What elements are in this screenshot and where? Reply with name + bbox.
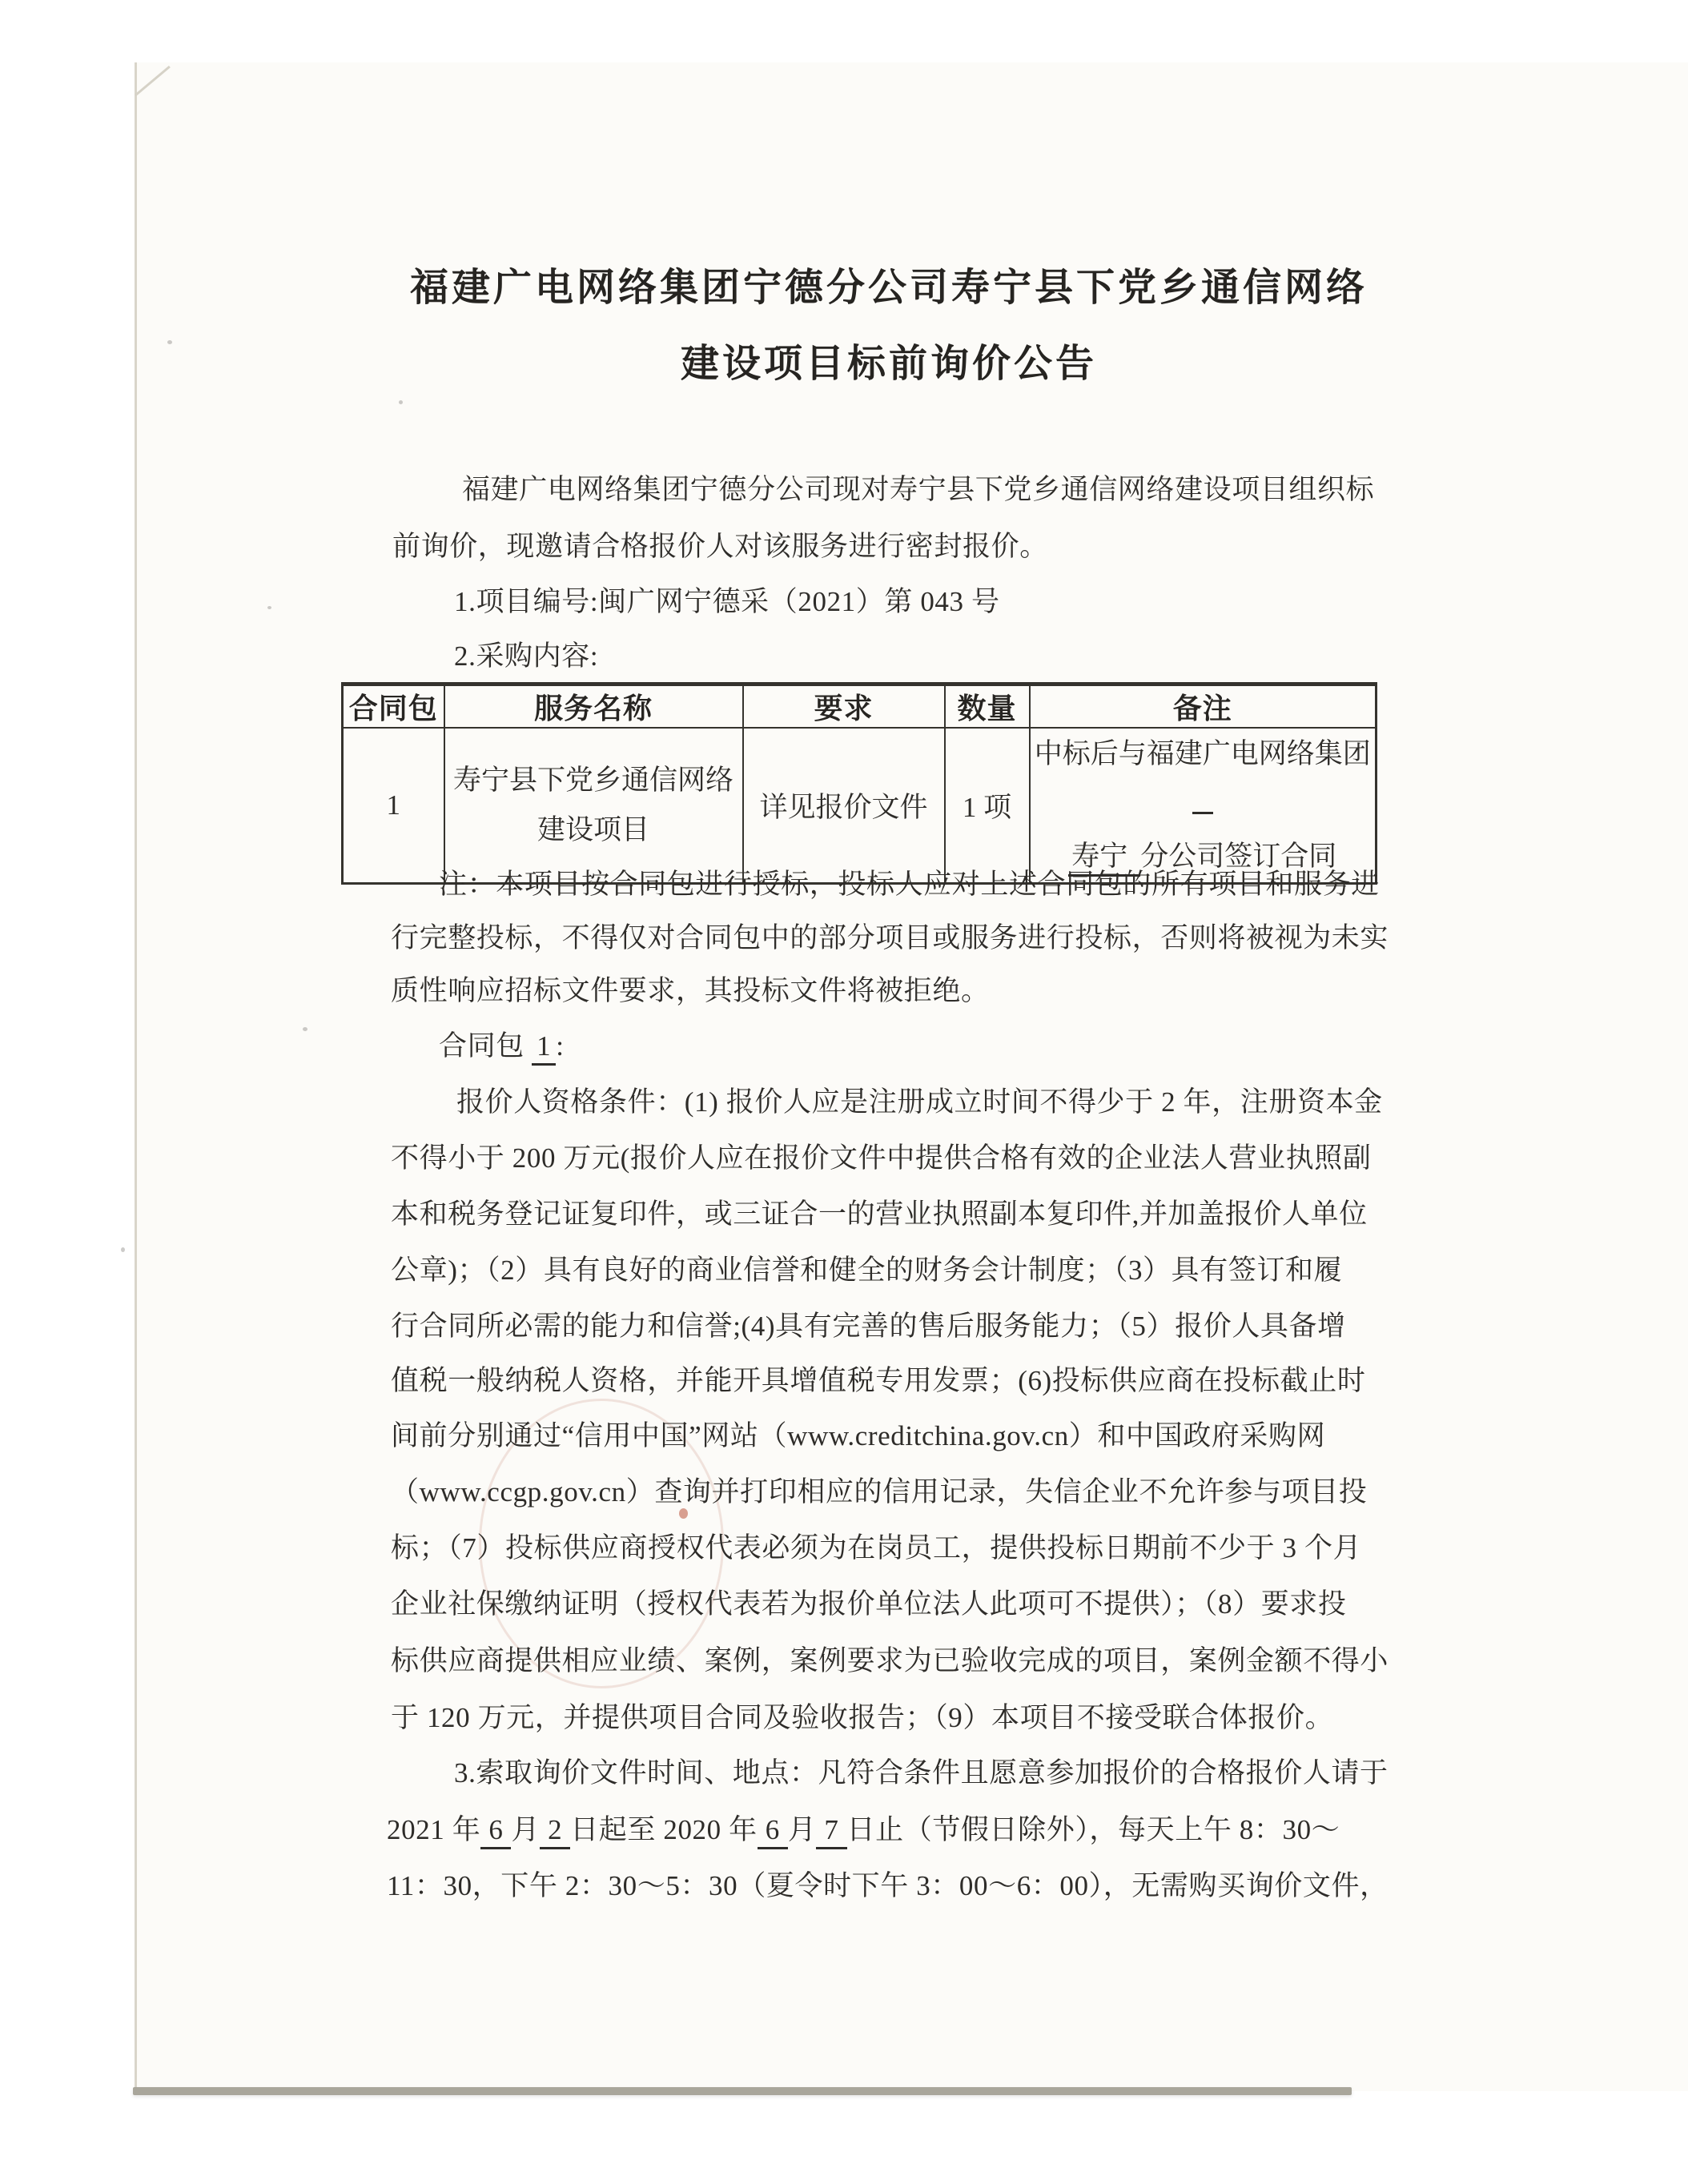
dates-filled-day: 2: [540, 1814, 570, 1849]
package-heading-label: 合同包: [439, 1030, 533, 1062]
package-heading: [439, 1026, 565, 1066]
cell-remark: [1030, 728, 1377, 884]
dates-text: 日起至 2020 年: [570, 1814, 758, 1845]
col-header-remark: 备注: [1030, 685, 1377, 729]
cell-package-no: 1: [343, 728, 444, 884]
qualification-line: 不得小于 200 万元(报价人应在报价文件中提供合格有效的企业法人营业执照副: [391, 1142, 1372, 1174]
package-heading-colon: :: [556, 1030, 565, 1062]
scan-speck: [267, 606, 271, 609]
service-name-line1: 寿宁县下党乡通信网络: [452, 765, 733, 796]
table-row: [343, 728, 1377, 884]
qualification-line: 标供应商提供相应业绩、案例，案例要求为已验收完成的项目，案例金额不得小: [391, 1645, 1389, 1676]
col-header-quantity: 数量: [945, 685, 1030, 729]
col-header-requirement: 要求: [743, 685, 945, 729]
qualification-line: （www.ccgp.gov.cn）查询并打印相应的信用记录，失信企业不允许参与项目投: [391, 1476, 1368, 1508]
cell-service-name: [444, 728, 743, 884]
qualification-line: 报价人资格条件：(1) 报价人应是注册成立时间不得少于 2 年，注册资本金: [456, 1086, 1383, 1118]
qualification-line: 值税一般纳税人资格，并能开具增值税专用发票；(6)投标供应商在投标截止时: [391, 1365, 1366, 1396]
cell-requirement: 详见报价文件: [743, 728, 945, 884]
qualification-line: 公章)；（2）具有良好的商业信誉和健全的财务会计制度；（3）具有签订和履: [391, 1255, 1343, 1286]
dates-text: 2021 年: [387, 1814, 481, 1845]
dates-filled-day: 7: [816, 1814, 846, 1849]
col-header-service-name: 服务名称: [444, 685, 743, 729]
note-line3: 质性响应招标文件要求，其投标文件将被拒绝。: [391, 975, 990, 1006]
cell-quantity: 1 项: [945, 728, 1030, 884]
remark-line2: 分公司签订合同: [1140, 841, 1337, 872]
project-number-line: 1.项目编号:闽广网宁德采（2021）第 043 号: [454, 586, 1000, 617]
section3-line1: 3.索取询价文件时间、地点：凡符合条件且愿意参加报价的合格报价人请于: [454, 1757, 1389, 1789]
service-name-line2: 建设项目: [537, 814, 649, 845]
procurement-table: [341, 682, 1377, 885]
dates-filled-month: 6: [480, 1814, 511, 1849]
intro-line2: 前询价，现邀请合格报价人对该服务进行密封报价。: [392, 531, 1048, 562]
package-heading-number: 1: [532, 1030, 556, 1066]
page-bottom-shadow: [133, 2087, 1352, 2095]
dates-filled-month: 6: [758, 1814, 788, 1849]
remark-blank-underline: [1192, 785, 1213, 814]
document-title-line2: 建设项目标前询价公告: [680, 343, 1097, 385]
qualification-line: 于 120 万元，并提供项目合同及验收报告；（9）本项目不接受联合体报价。: [391, 1702, 1334, 1733]
col-header-package: 合同包: [343, 685, 444, 729]
qualification-line: 间前分别通过“信用中国”网站（www.creditchina.gov.cn）和中国政府采购网: [391, 1420, 1326, 1451]
scan-speck: [121, 1247, 125, 1252]
section3-dates-line: [387, 1810, 1340, 1850]
dates-text: 日止（节假日除外），每天上午 8：30～: [846, 1814, 1340, 1845]
section3-line3: 11：30，下午 2：30～5：30（夏令时下午 3：00～6：00），无需购买询价文件，: [387, 1870, 1389, 1901]
scan-speck: [399, 400, 403, 404]
qualification-line: 行合同所必需的能力和信誉;(4)具有完善的售后服务能力；（5）报价人具备增: [391, 1311, 1346, 1342]
note-line1: 注：本项目按合同包进行授标，投标人应对上述合同包的所有项目和服务进: [439, 869, 1380, 900]
qualification-line: 标；（7）投标供应商授权代表必须为在岗员工，提供投标日期前不少于 3 个月: [391, 1532, 1362, 1564]
table-header-row: [343, 685, 1377, 729]
qualification-line: 企业社保缴纳证明（授权代表若为报价单位法人此项可不提供）；（8）要求投: [391, 1588, 1347, 1620]
remark-line1: 中标后与福建广电网络集团: [1034, 738, 1371, 769]
note-line2: 行完整投标，不得仅对合同包中的部分项目或服务进行投标，否则将被视为未实: [391, 922, 1389, 953]
procurement-content-line: 2.采购内容:: [454, 640, 599, 672]
dates-text: 月: [787, 1814, 817, 1845]
document-title-line1: 福建广电网络集团宁德分公司寿宁县下党乡通信网络: [409, 267, 1368, 309]
qualification-line: 本和税务登记证复印件，或三证合一的营业执照副本复印件,并加盖报价人单位: [391, 1198, 1368, 1230]
dates-text: 月: [511, 1814, 541, 1845]
scan-speck: [303, 1027, 307, 1031]
remark-filled-blank: 寿宁: [1068, 841, 1140, 877]
intro-line1: 福建广电网络集团宁德分公司现对寿宁县下党乡通信网络建设项目组织标: [462, 474, 1375, 505]
